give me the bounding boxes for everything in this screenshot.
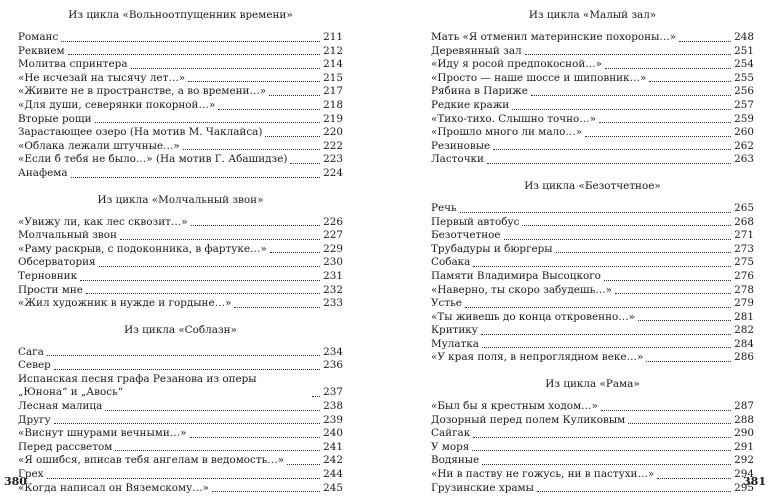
toc-entry: [18, 229, 343, 243]
entry-title: Молчальный звон: [18, 229, 117, 242]
entry-title: «Не исчезай на тысячу лет…»: [18, 71, 186, 84]
entry-page-number: 271: [734, 229, 754, 242]
section-heading: Из цикла «Вольноотпущенник времени»: [68, 9, 293, 21]
entry-page-number: 227: [323, 229, 343, 242]
entry-page-number: 295: [734, 481, 754, 494]
entry-page-number: 281: [734, 310, 754, 323]
toc-entry: [18, 167, 343, 181]
dot-leader: [537, 491, 731, 492]
entry-title: Трубадуры и бюргеры: [431, 242, 553, 255]
toc-entry: [431, 400, 754, 414]
dot-leader: [290, 163, 320, 164]
entry-page-number: 282: [734, 324, 754, 337]
toc-entry: [431, 311, 754, 325]
entry-page-number: 284: [734, 337, 754, 350]
entry-page-number: 230: [323, 256, 343, 269]
entry-page-number: 237: [323, 386, 343, 399]
entry-page-number: 238: [323, 400, 343, 413]
dot-leader: [473, 266, 731, 267]
entry-page-number: 240: [323, 427, 343, 440]
toc-entry: [431, 202, 754, 216]
toc-entry: [431, 243, 754, 257]
entry-page-number: 248: [734, 31, 754, 43]
entry-page-number: 287: [734, 400, 754, 413]
toc-list: [431, 202, 754, 365]
entry-page-number: 220: [323, 126, 343, 139]
entry-title: «Наверно, ты скоро забудешь…»: [431, 283, 612, 296]
entry-title: «Виснут шнурами вечными…»: [18, 427, 187, 440]
dot-leader: [212, 491, 320, 492]
entry-title: Речь: [431, 201, 457, 214]
dot-leader: [649, 81, 731, 82]
entry-page-number: 256: [734, 85, 754, 98]
toc-entry: [431, 216, 754, 230]
dot-leader: [556, 252, 731, 253]
entry-page-number: 233: [323, 297, 343, 310]
toc-entry: [18, 140, 343, 154]
toc-entry: [431, 324, 754, 338]
dot-leader: [512, 109, 731, 110]
dot-leader: [312, 396, 320, 397]
entry-page-number: 251: [734, 44, 754, 57]
entry-page-number: 229: [323, 242, 343, 255]
dot-leader: [183, 149, 320, 150]
entry-title: Прости мне: [18, 283, 83, 296]
entry-title: Дозорный перед полем Куликовым: [431, 413, 626, 426]
entry-page-number: 254: [734, 58, 754, 71]
entry-page-number: 291: [734, 440, 754, 453]
toc-entry: [18, 85, 343, 99]
toc-entry: [431, 468, 754, 482]
page-number-right: 381: [743, 475, 766, 488]
entry-title: Ласточки: [431, 153, 484, 166]
dot-leader: [473, 437, 731, 438]
dot-leader: [646, 361, 731, 362]
section-heading: Из цикла «Безотчетное»: [524, 179, 661, 192]
entry-page-number: 224: [323, 166, 343, 179]
entry-page-number: 275: [734, 256, 754, 269]
entry-page-number: 260: [734, 126, 754, 139]
entry-title: Мать «Я отменил материнские похороны…»: [431, 31, 677, 43]
dot-leader: [47, 478, 320, 479]
left-contents: [18, 6, 343, 495]
dot-leader: [482, 464, 731, 465]
section-heading: Из цикла «Рама»: [545, 378, 640, 391]
entry-page-number: 231: [323, 269, 343, 282]
entry-title: «Ты живешь до конца откровенно…»: [431, 310, 636, 323]
dot-leader: [105, 410, 320, 411]
dot-leader: [487, 163, 731, 164]
toc-entry: [18, 270, 343, 284]
entry-page-number: 241: [323, 440, 343, 453]
dot-leader: [54, 423, 320, 424]
entry-title: «Я ошибся, вписав тебя ангелам в ведомость…»: [18, 454, 285, 467]
page-number-left: 380: [4, 475, 27, 488]
toc-entry: [18, 441, 343, 455]
entry-title: Сага: [18, 345, 44, 358]
entry-page-number: 223: [323, 153, 343, 166]
toc-entry: [18, 346, 343, 360]
entry-page-number: 292: [734, 454, 754, 467]
toc-entry: [431, 153, 754, 167]
dot-leader: [218, 109, 320, 110]
toc-entry: [18, 126, 343, 140]
entry-title: У моря: [431, 440, 470, 453]
dot-leader: [86, 293, 320, 294]
toc-entry: [431, 140, 754, 154]
toc-entry: [431, 454, 754, 468]
dot-leader: [265, 136, 320, 137]
toc-entry: [431, 85, 754, 99]
dot-leader: [68, 54, 320, 55]
dot-leader: [472, 450, 731, 451]
entry-page-number: 290: [734, 427, 754, 440]
toc-entry: [431, 351, 754, 365]
dot-leader: [61, 41, 320, 42]
entry-title: Рябина в Париже: [431, 85, 528, 98]
right-page: [386, 0, 772, 500]
entry-page-number: 288: [734, 413, 754, 426]
toc-entry: [431, 482, 754, 496]
entry-page-number: 286: [734, 351, 754, 364]
entry-page-number: 242: [323, 454, 343, 467]
entry-page-number: 276: [734, 269, 754, 282]
entry-page-number: 278: [734, 283, 754, 296]
entry-page-number: 234: [323, 345, 343, 358]
entry-title: «Облака лежали штучные…»: [18, 139, 180, 152]
toc-entry: [431, 31, 754, 45]
entry-title: «Увижу ли, как лес сквозит…»: [18, 215, 188, 228]
dot-leader: [615, 293, 731, 294]
entry-title: Мулатка: [431, 337, 479, 350]
toc-entry: [431, 441, 754, 455]
toc-entry: [18, 359, 343, 373]
entry-page-number: 279: [734, 297, 754, 310]
dot-leader: [599, 122, 731, 123]
toc-entry: [18, 72, 343, 86]
entry-page-number: 262: [734, 139, 754, 152]
entry-page-number: 257: [734, 98, 754, 111]
entry-title: Водяные: [431, 454, 480, 467]
toc-list: [431, 400, 754, 495]
toc-entry: [431, 338, 754, 352]
dot-leader: [531, 95, 731, 96]
entry-page-number: 236: [323, 359, 343, 372]
toc-entry: [18, 427, 343, 441]
toc-entry: [431, 229, 754, 243]
entry-page-number: 226: [323, 215, 343, 228]
dot-leader: [605, 68, 731, 69]
toc-entry: [431, 113, 754, 127]
toc-entry: [18, 297, 343, 311]
entry-page-number: 222: [323, 139, 343, 152]
dot-leader: [504, 239, 731, 240]
toc-entry: [18, 468, 343, 482]
entry-title: Анафема: [18, 166, 68, 179]
entry-title: Деревянный зал: [431, 44, 522, 57]
entry-title: Север: [18, 359, 51, 372]
toc-entry: [431, 256, 754, 270]
entry-title: Терновник: [18, 269, 78, 282]
toc-entry: [18, 153, 343, 167]
toc-entry: [18, 45, 343, 59]
dot-leader: [80, 280, 320, 281]
entry-title: «У края поля, в непроглядном веке…»: [431, 351, 644, 364]
entry-title: Первый автобус: [431, 215, 520, 228]
section-heading: Из цикла «Малый зал»: [528, 9, 657, 21]
dot-leader: [191, 225, 320, 226]
entry-title: Реквием: [18, 44, 65, 57]
entry-title: «Для души, северянки покорной…»: [18, 98, 216, 111]
entry-title: Критику: [431, 324, 478, 337]
entry-page-number: 214: [323, 58, 343, 71]
dot-leader: [638, 320, 731, 321]
entry-title: Резиновые: [431, 139, 491, 152]
entry-page-number: 245: [323, 481, 343, 494]
entry-page-number: 259: [734, 112, 754, 125]
toc-entry: [18, 256, 343, 270]
toc-list: [18, 31, 343, 181]
entry-title: «Раму раскрыв, с подоконника, в фартуке…»: [18, 242, 267, 255]
entry-page-number: 263: [734, 153, 754, 166]
entry-title: Сайгак: [431, 427, 471, 440]
entry-title: Редкие кражи: [431, 98, 510, 111]
dot-leader: [604, 280, 731, 281]
entry-title: «Тихо-тихо. Слышно точно…»: [431, 112, 597, 125]
entry-page-number: 273: [734, 242, 754, 255]
entry-title: «Просто — наше шоссе и шиповник…»: [431, 71, 647, 84]
entry-title: Грех: [18, 468, 44, 481]
entry-page-number: 219: [323, 112, 343, 125]
dot-leader: [131, 68, 320, 69]
dot-leader: [522, 225, 731, 226]
entry-title: Обсерватория: [18, 256, 96, 269]
entry-title: Испанская песня графа Резанова из оперы „Юнона“ и „Авось“: [18, 372, 257, 399]
toc-entry: [431, 58, 754, 72]
entry-title: Зарастающее озеро (На мотив М. Чаклайса): [18, 126, 263, 139]
dot-leader: [287, 464, 320, 465]
toc-entry: [431, 270, 754, 284]
entry-page-number: 232: [323, 283, 343, 296]
entry-page-number: 218: [323, 98, 343, 111]
toc-entry: [431, 427, 754, 441]
toc-entry: [18, 113, 343, 127]
entry-page-number: 255: [734, 71, 754, 84]
dot-leader: [482, 347, 731, 348]
entry-page-number: 217: [323, 85, 343, 98]
dot-leader: [601, 410, 731, 411]
toc-entry: [18, 284, 343, 298]
entry-title: «Когда написал он Вяземскому…»: [18, 481, 209, 494]
entry-title: Молитва спринтера: [18, 58, 128, 71]
dot-leader: [493, 149, 731, 150]
entry-title: «Жил художник в нужде и гордыне…»: [18, 297, 232, 310]
toc-entry: [18, 58, 343, 72]
entry-title: Устье: [431, 297, 462, 310]
entry-title: Памяти Владимира Высоцкого: [431, 269, 601, 282]
dot-leader: [95, 122, 320, 123]
entry-page-number: 239: [323, 413, 343, 426]
entry-title: Грузинские храмы: [431, 481, 534, 494]
entry-page-number: 212: [323, 44, 343, 57]
entry-title: «Если б тебя не было…» (На мотив Г. Абашидзе): [18, 153, 288, 166]
toc-entry: [431, 284, 754, 298]
toc-entry: [18, 373, 343, 400]
entry-page-number: 294: [734, 468, 754, 481]
toc-entry: [18, 243, 343, 257]
toc-entry: [18, 454, 343, 468]
toc-list: [431, 31, 754, 167]
toc-entry: [18, 482, 343, 496]
toc-entry: [18, 31, 343, 45]
dot-leader: [481, 334, 731, 335]
entry-title: Собака: [431, 256, 471, 269]
toc-list: [18, 346, 343, 496]
dot-leader: [525, 54, 731, 55]
entry-title: Другу: [18, 413, 51, 426]
dot-leader: [99, 266, 320, 267]
entry-title: «Прошло много ли мало…»: [431, 126, 583, 139]
dot-leader: [188, 81, 320, 82]
entry-title: «Живите не в пространстве, а во времени…»: [18, 85, 267, 98]
toc-list: [18, 216, 343, 311]
dot-leader: [270, 252, 320, 253]
entry-title: Безотчетное: [431, 229, 501, 242]
dot-leader: [115, 450, 320, 451]
dot-leader: [120, 239, 320, 240]
dot-leader: [47, 355, 320, 356]
entry-page-number: 211: [323, 31, 343, 43]
dot-leader: [460, 212, 731, 213]
section-heading: Из цикла «Молчальный звон»: [97, 193, 264, 206]
dot-leader: [679, 41, 731, 42]
toc-entry: [431, 126, 754, 140]
toc-entry: [431, 297, 754, 311]
right-contents: [431, 6, 754, 495]
dot-leader: [234, 307, 320, 308]
entry-title: Лесная малица: [18, 400, 103, 413]
dot-leader: [269, 95, 320, 96]
entry-page-number: 215: [323, 71, 343, 84]
entry-title: Перед рассветом: [18, 440, 113, 453]
entry-title: Романс: [18, 31, 59, 43]
toc-entry: [18, 216, 343, 230]
toc-entry: [18, 400, 343, 414]
toc-entry: [431, 414, 754, 428]
section-heading: Из цикла «Соблазн»: [124, 323, 237, 336]
entry-title: «Иду я росой предпокосной…»: [431, 58, 603, 71]
toc-entry: [431, 99, 754, 113]
entry-title: «Ни в паству не гожусь, ни в пастухи…»: [431, 468, 655, 481]
dot-leader: [190, 437, 320, 438]
dot-leader: [628, 423, 731, 424]
toc-entry: [431, 45, 754, 59]
entry-title: Вторые рощи: [18, 112, 92, 125]
entry-title: «Был бы я крестным ходом…»: [431, 400, 598, 413]
toc-entry: [18, 414, 343, 428]
dot-leader: [71, 177, 320, 178]
dot-leader: [54, 369, 320, 370]
toc-entry: [431, 72, 754, 86]
dot-leader: [465, 307, 731, 308]
entry-page-number: 244: [323, 468, 343, 481]
entry-page-number: 268: [734, 215, 754, 228]
toc-entry: [18, 99, 343, 113]
dot-leader: [585, 136, 731, 137]
dot-leader: [657, 478, 731, 479]
entry-page-number: 265: [734, 201, 754, 214]
